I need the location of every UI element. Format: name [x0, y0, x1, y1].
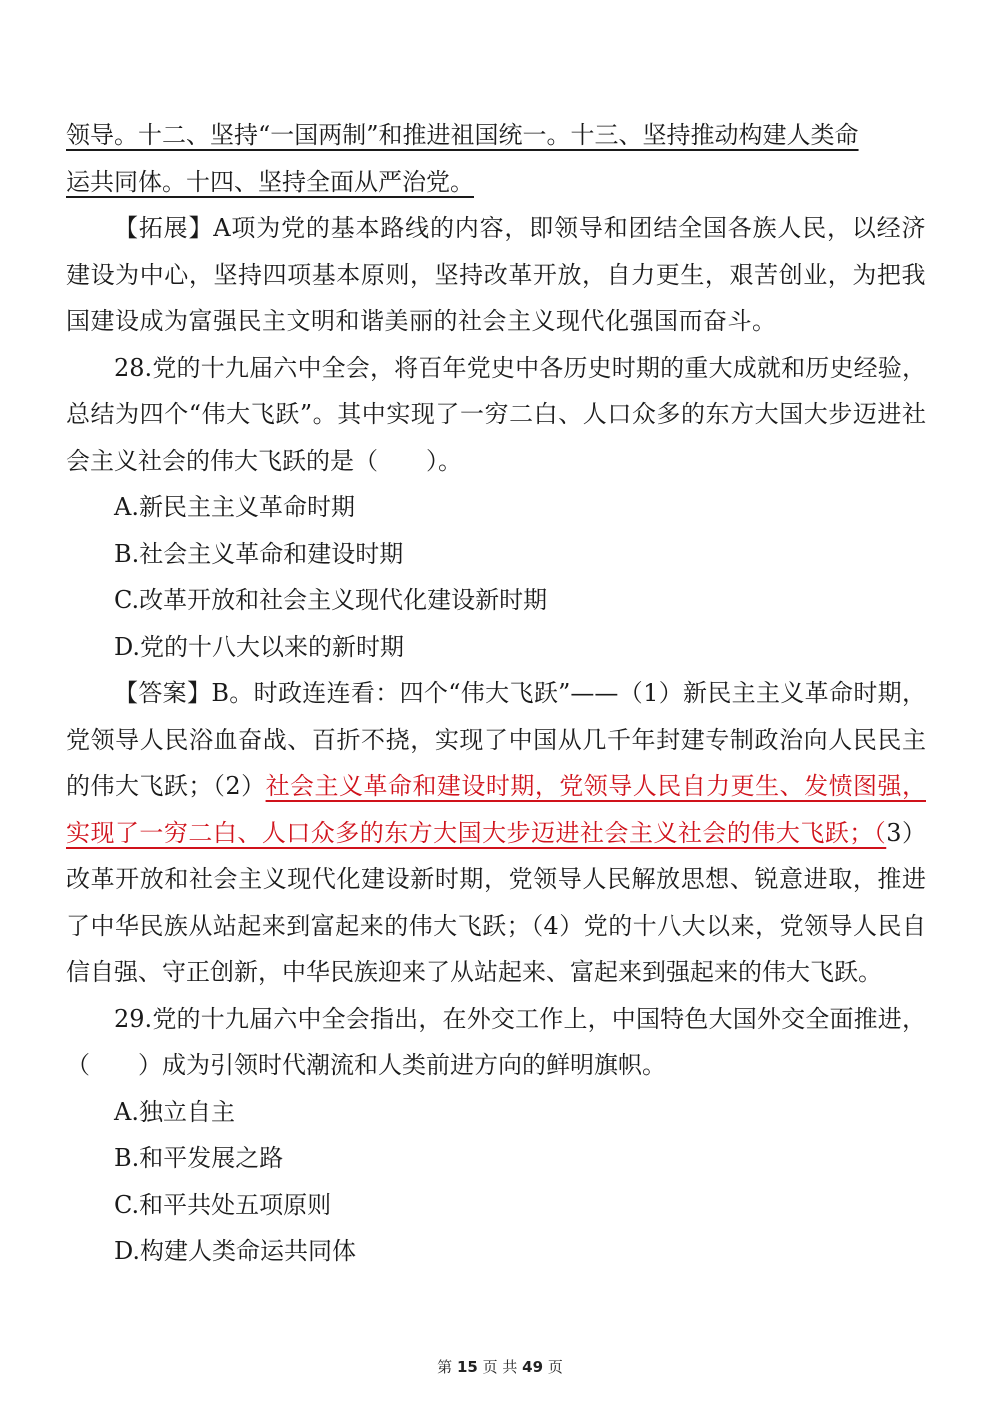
question-29-stem: 29.党的十九届六中全会指出，在外交工作上，中国特色大国外交全面推进，（ ）成为引领时代潮流和人类前进方向的鲜明旗帜。 — [66, 1004, 926, 1079]
question-28-answer — [66, 670, 926, 996]
footer-total-pages: 49 — [522, 1358, 544, 1376]
answer-part-2: 3）改革开放和社会主义现代化建设新时期，党领导人民解放思想、锐意进取，推进了中华民族从站起来到富起来的伟大飞跃；（4）党的十八大以来，党领导人民自信自强、守正创新，中华民族迎来了从站起来、富起来到强起来的伟大飞跃。 — [66, 818, 926, 986]
footer-middle: 页 共 — [482, 1358, 518, 1376]
extension-tag: 【拓展】 — [114, 214, 214, 242]
question-28-option-b: B.社会主义革命和建设时期 — [114, 539, 404, 568]
question-29-option-d: D.构建人类命运共同体 — [114, 1237, 357, 1265]
answer-highlight: 社会主义革命和建设时期，党领导人民自力更生、发愤图强，实现了一穷二白、人口众多的东方大国大步迈进社会主义社会的伟大飞跃；（ — [66, 772, 926, 847]
footer-suffix: 页 — [547, 1358, 563, 1376]
page-footer — [0, 1356, 1000, 1377]
answer-part-1: 【答案】B。时政连连看：四个“伟大飞跃”——（1）新民主主义革命时期，党领导人民浴血奋战、百折不挠，实现了中国从几千年封建专制政治向人民民主的伟大飞跃；（2） — [66, 679, 926, 800]
extension-paragraph — [66, 205, 926, 345]
prev-text-line-2-text: 运共同体。十四、坚持全面从严治党。 — [66, 167, 474, 196]
footer-prefix: 第 — [437, 1358, 453, 1376]
question-28-option-d: D.党的十八大以来的新时期 — [114, 632, 405, 661]
question-28-option-c: C.改革开放和社会主义现代化建设新时期 — [114, 586, 548, 614]
prev-text-line-2 — [66, 159, 926, 206]
question-29-option-b: B.和平发展之路 — [114, 1144, 284, 1172]
page-content — [66, 112, 926, 1275]
question-29-option-c: C.和平共处五项原则 — [114, 1190, 332, 1219]
question-29-option-a: A.独立自主 — [114, 1097, 235, 1126]
question-28-option-a: A.新民主主义革命时期 — [114, 493, 355, 521]
question-28-stem: 28.党的十九届六中全会，将百年党史中各历史时期的重大成就和历史经验，总结为四个“伟大飞跃”。其中实现了一穷二白、人口众多的东方大国大步迈进社会主义社会的伟大飞跃的是（ ）。 — [66, 353, 926, 475]
extension-text: A项为党的基本路线的内容，即领导和团结全国各族人民，以经济建设为中心，坚持四项基本原则，坚持改革开放，自力更生，艰苦创业，为把我国建设成为富强民主文明和谐美丽的社会主义现代化强国而奋斗。 — [66, 214, 926, 335]
footer-page-number: 15 — [456, 1358, 478, 1376]
prev-text-line-1: 领导。十二、坚持“一国两制”和推进祖国统一。十三、坚持推动构建人类命 — [66, 121, 859, 149]
